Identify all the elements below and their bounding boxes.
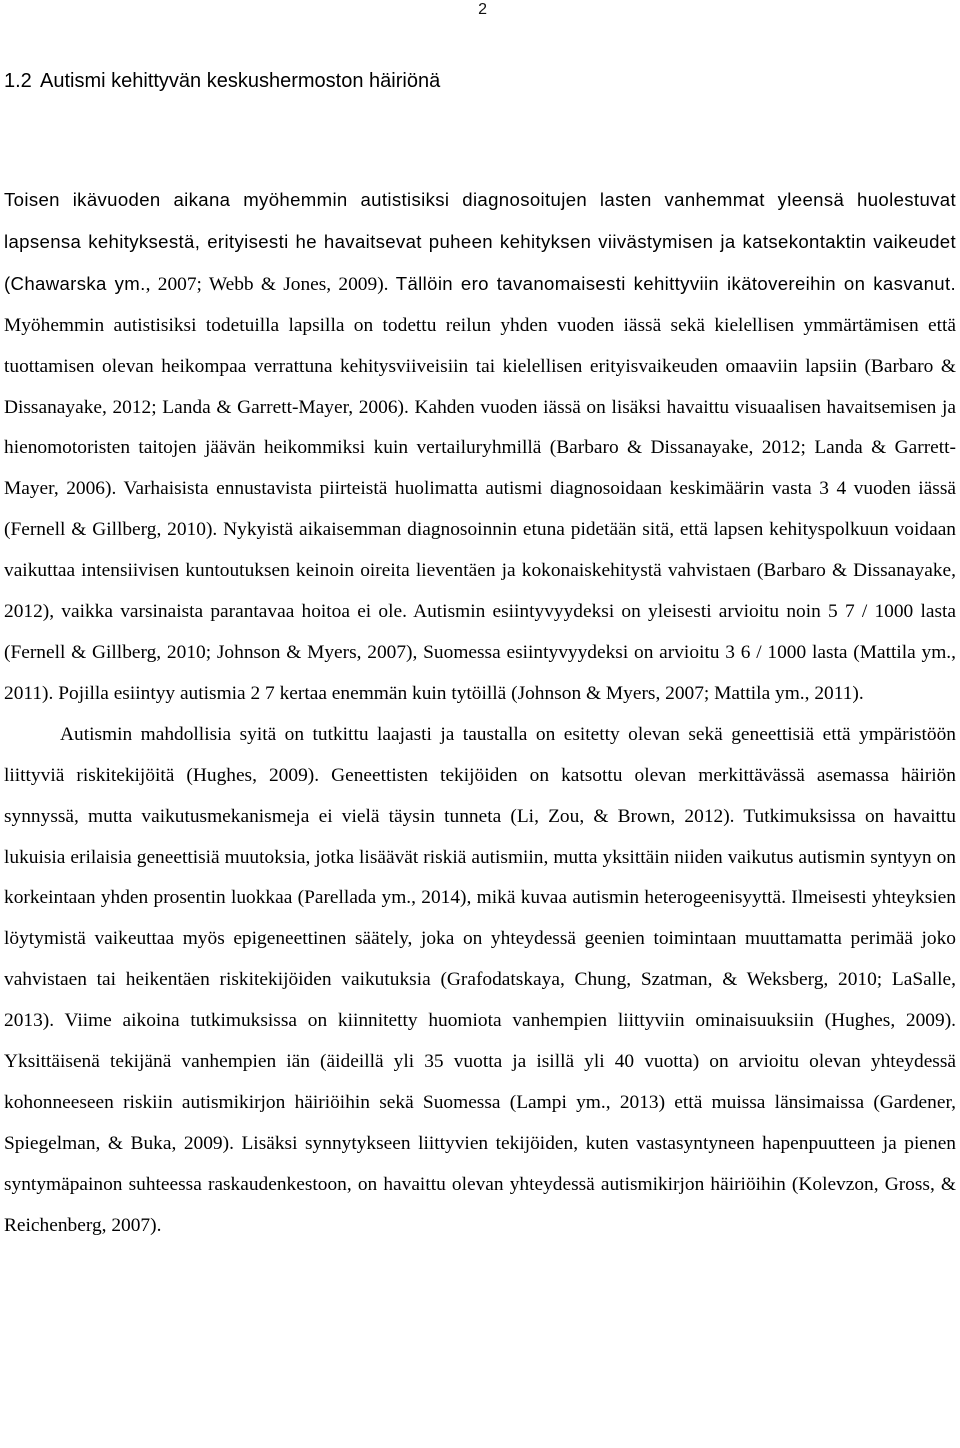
paragraph-1-segment: Myöhemmin autistisiksi todetuilla lapsilla on todettu reilun yhden vuoden iässä sekä kielellisen ymmärtämisen että tuottamisen olevan heikompaa verrattuna kehitysviiveisiin tai kielellisen erityisvaikeuden omaaviin lapsiin (Barbaro & Dissanayake, 2012; Landa & Garrett-Mayer, 2006). Kahden vuoden iässä on lisäksi havaittu visuaalisen havaitsemisen ja hienomotoristen taitojen jäävän heikommiksi kuin vertailuryhmillä (Barbaro & Dissanayake, 2012; Landa & Garrett-Mayer, 2006). Varhaisista ennustavista piirteistä huolimatta autismi diagnosoidaan keskimäärin vasta 3 4 vuoden iässä (Fernell & Gillberg, 2010). Nykyistä aikaisemman diagnosoinnin etuna pidetään sitä, että lapsen kehityspolkuun voidaan vaikuttaa intensiivisen kuntoutuksen keinoin oireita lieventäen ja kokonaiskehitystä vahvistaen (Barbaro & Dissanayake, 2012), vaikka varsinaista parantavaa hoitoa ei ole. Autismin esiintyvyydeksi on yleisesti arvioitu noin 5 7 / 1000 lasta (Fernell & Gillberg, 2010; Johnson & Myers, 2007), Suomessa esiintyvyydeksi on arvioitu 3 6 / 1000 lasta (Mattila ym., 2011). Pojilla esiintyy autismia 2 7 kertaa enemmän kuin tytöillä (Johnson & Myers, 2007; Mattila ym., 2011). — [4, 314, 956, 704]
paragraph-1-segment: Tällöin ero tavanomaisesti kehittyviin ikätovereihin on kasvanut. — [395, 272, 956, 294]
page-number: 2 — [478, 1, 487, 18]
section-number: 1.2 — [4, 70, 32, 92]
paragraph-1 — [4, 180, 956, 715]
section-heading — [4, 69, 440, 93]
body-text — [4, 180, 956, 1247]
paragraph-2-segment: Autismin mahdollisia syitä on tutkittu laajasti ja taustalla on esitetty olevan sekä geneettisiä että ympäristöön liittyviä riskitekijöitä (Hughes, 2009). Geneettisten tekijöiden on katsottu olevan merkittävässä asemassa häiriön synnyssä, mutta vaikutusmekanismeja ei vielä täysin tunneta (Li, Zou, & Brown, 2012). Tutkimuksissa on havaittu lukuisia erilaisia geneettisiä muutoksia, jotka lisäävät riskiä autismiin, mutta yksittäin niiden vaikutus autismin syntyyn on korkeintaan yhden prosentin luokkaa (Parellada ym., 2014), mikä kuvaa autismin heterogeenisyyttä. Ilmeisesti yhteyksien löytymistä vaikeuttaa myös epigeneettinen säätely, joka on yhteydessä geenien toimintaan muuttamatta perimää joko vahvistaen tai heikentäen riskitekijöiden vaikutuksia (Grafodatskaya, Chung, Szatman, & Weksberg, 2010; LaSalle, 2013). Viime aikoina tutkimuksissa on kiinnitetty huomiota vanhempien liittyviin ominaisuuksiin (Hughes, 2009). Yksittäisenä tekijänä vanhempien iän (äideillä yli 35 vuotta ja isillä yli 40 vuotta) on arvioitu olevan yhteydessä kohonneeseen riskiin autismikirjon häiriöihin sekä Suomessa (Lampi ym., 2013) että muissa länsimaissa (Gardener, Spiegelman, & Buka, 2009). Lisäksi synnytykseen liittyvien tekijöiden, kuten vastasyntyneen hapenpuutteen ja pienen syntymäpainon suhteessa raskaudenkestoon, on havaittu olevan yhteydessä autismikirjon häiriöihin (Kolevzon, Gross, & Reichenberg, 2007). — [4, 723, 956, 1236]
paragraph-2 — [4, 715, 956, 1247]
paragraph-1-segment: , 2007; Webb & Jones, 2009). — [145, 273, 396, 295]
section-title: Autismi kehittyvän keskushermoston häiriönä — [40, 70, 441, 92]
paragraph-1-segment: Toisen ikävuoden aikana myöhemmin autistisiksi diagnosoitujen lasten vanhemmat yleensä huolestuvat lapsensa kehityksestä, erityisesti he havaitsevat puheen kehityksen viivästymisen ja katsekontaktin vaikeudet (Chawarska ym. — [4, 189, 956, 294]
